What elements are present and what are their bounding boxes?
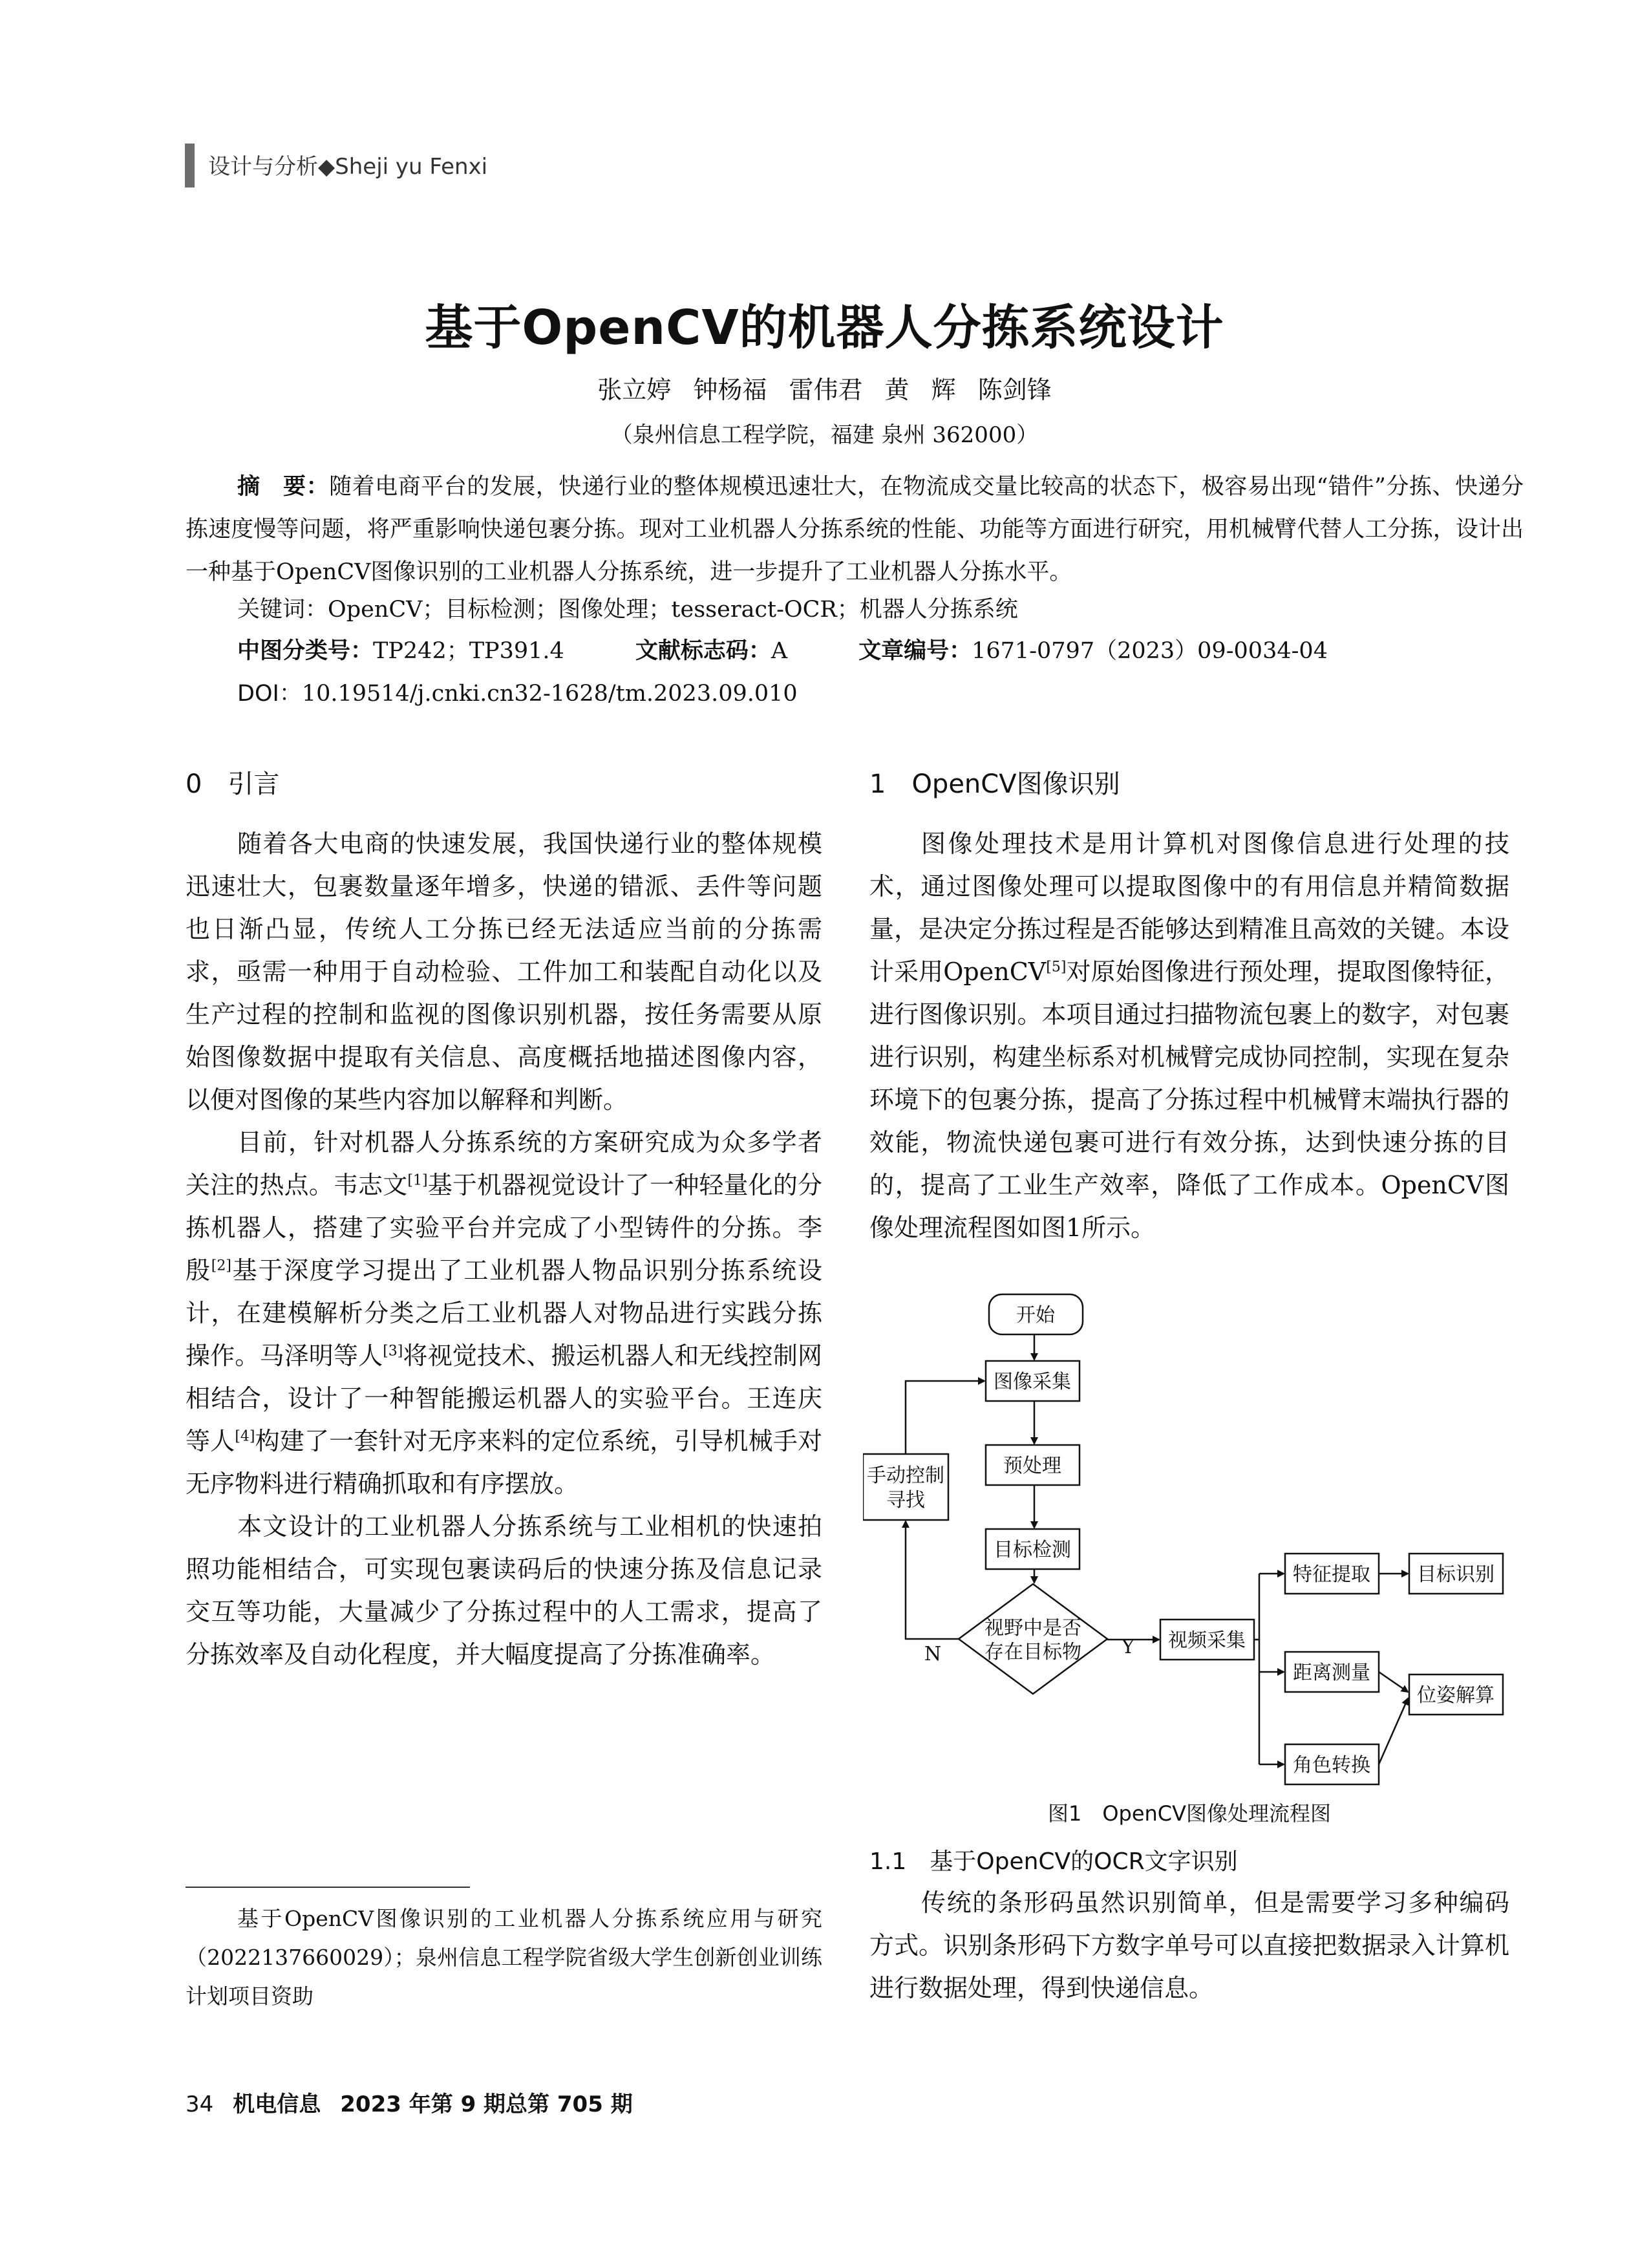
intro-p2-part-b: 基于机器视觉设计了一种轻量化的分拣机器人，搭建了实验平台并完成了小型铸件的分拣。李殷 [186, 1171, 822, 1285]
pose-label: 位姿解算 [1417, 1684, 1495, 1707]
sec1-p1-part-a: 图像处理技术是用计算机对图像信息进行处理的技术，通过图像处理可以提取图像中的有用信息并精简数据量，是决定分拣过程是否能够达到精准且高效的关键。本设计采用OpenCV [869, 829, 1509, 986]
section1-paragraph-1 [869, 822, 1509, 1249]
doc-code-value: A [771, 638, 788, 664]
angle-label: 角色转换 [1293, 1754, 1370, 1777]
clc-label: 中图分类号： [237, 638, 374, 664]
affiliation: （泉州信息工程学院，福建 泉州 362000） [610, 422, 1039, 448]
manual-label-2: 寻找 [886, 1489, 925, 1512]
abstract-label: 摘 要： [237, 474, 330, 500]
footnote: 基于OpenCV图像识别的工业机器人分拣系统应用与研究（2022137660029）；泉州信息工程学院省级大学生创新创业训练计划项目资助 [186, 1906, 822, 2009]
abstract [186, 465, 1524, 594]
figure-caption: 图1 OpenCV图像处理流程图 [1047, 1801, 1332, 1826]
decision-label-1: 视野中是否 [984, 1617, 1081, 1640]
feature-label: 特征提取 [1293, 1563, 1370, 1586]
section-heading-intro: 0 引言 [186, 769, 280, 799]
right-column [869, 763, 1509, 1249]
sec1-p1-part-b: 对原始图像进行预处理，提取图像特征，进行图像识别。本项目通过扫描物流包裹上的数字，对包裹进行识别，构建坐标系对机械臂完成协同控制，实现在复杂环境下的包裹分拣，提高了分拣过程中机械臂末端执行器的效能，物流快递包裹可进行有效分拣，达到快速分拣的目的，提高了工业生产效率，降低了工作成本。OpenCV图像处理流程图如图1所示。 [869, 957, 1509, 1242]
start-label: 开始 [1016, 1304, 1055, 1327]
journal-name: 机电信息 [233, 2091, 321, 2117]
citation-ref: [4] [235, 1428, 255, 1445]
recognize-label: 目标识别 [1417, 1563, 1495, 1586]
intro-p2-part-e: 构建了一套针对无序来料的定位系统，引导机械手对无序物料进行精确抓取和有序摆放。 [186, 1427, 822, 1498]
preprocess-label: 预处理 [1003, 1455, 1061, 1477]
article-no-value: 1671-0797（2023）09-0034-04 [972, 638, 1328, 664]
keywords-text: OpenCV；目标检测；图像处理；tesseract-OCR；机器人分拣系统 [328, 597, 1018, 623]
doi-value: 10.19514/j.cnki.cn32-1628/tm.2023.09.010 [301, 681, 798, 707]
doi-line [237, 672, 1575, 715]
branch-yes-label: Y [1122, 1636, 1134, 1658]
classification-line [237, 630, 1575, 672]
abstract-text: 随着电商平台的发展，快递行业的整体规模迅速壮大，在物流成交量比较高的状态下，极容易出现“错件”分拣、快递分拣速度慢等问题，将严重影响快递包裹分拣。现对工业机器人分拣系统的性能、功能等方面进行研究，用机械臂代替人工分拣，设计出一种基于OpenCV图像识别的工业机器人分拣系统，进一步提升了工业机器人分拣水平。 [186, 474, 1524, 585]
section-heading-1: 1 OpenCV图像识别 [869, 769, 1120, 799]
keywords [237, 588, 1575, 631]
distance-label: 距离测量 [1293, 1662, 1370, 1684]
doi-label: DOI： [237, 681, 302, 707]
author-list: 张立婷 钟杨福 雷伟君 黄 辉 陈剑锋 [597, 376, 1052, 404]
citation-ref: [5] [1046, 959, 1067, 976]
footnote-divider [186, 1887, 470, 1888]
intro-p2-part-a: 目前，针对机器人分拣系统的方案研究成为众多学者关注的热点。韦志文 [186, 1128, 822, 1199]
detect-label: 目标检测 [994, 1539, 1071, 1561]
doc-code-label: 文献标志码： [635, 638, 771, 664]
intro-p2-part-d: 将视觉技术、搬运机器人和无线控制网相结合，设计了一种智能搬运机器人的实验平台。王连庆等人 [186, 1342, 822, 1455]
citation-ref: [1] [407, 1172, 428, 1189]
paper-title: 基于OpenCV的机器人分拣系统设计 [425, 300, 1224, 356]
page-number: 34 [186, 2091, 214, 2117]
citation-ref: [2] [211, 1257, 231, 1274]
manual-label-1: 手动控制 [867, 1464, 944, 1487]
video-label: 视频采集 [1168, 1629, 1246, 1652]
intro-paragraph-3: 本文设计的工业机器人分拣系统与工业相机的快速拍照功能相结合，可实现包裹读码后的快速分拣及信息记录交互等功能，大量减少了分拣过程中的人工需求，提高了分拣效率及自动化程度，并大幅度提高了分拣准确率。 [186, 1512, 822, 1669]
article-no-label: 文章编号： [858, 638, 972, 664]
flowchart-figure [863, 1283, 1516, 1794]
running-header: 设计与分析◆Sheji yu Fenxi [208, 154, 488, 180]
clc-value: TP242；TP391.4 [373, 638, 564, 664]
subsection-1-1-paragraph: 传统的条形码虽然识别简单，但是需要学习多种编码方式。识别条形码下方数字单号可以直接把数据录入计算机进行数据处理，得到快递信息。 [869, 1888, 1509, 2002]
keywords-label: 关键词： [237, 597, 328, 623]
header-bar [185, 144, 195, 187]
left-column [186, 763, 822, 1676]
subsection-heading-1-1: 1.1 基于OpenCV的OCR文字识别 [869, 1848, 1238, 1875]
intro-paragraph-1: 随着各大电商的快速发展，我国快递行业的整体规模迅速壮大，包裹数量逐年增多，快递的错派、丢件等问题也日渐凸显，传统人工分拣已经无法适应当前的分拣需求，亟需一种用于自动检验、工件加工和装配自动化以及生产过程的控制和监视的图像识别机器，按任务需要从原始图像数据中提取有关信息、高度概括地描述图像内容，以便对图像的某些内容加以解释和判断。 [186, 829, 822, 1114]
intro-paragraph-2 [186, 1121, 822, 1505]
page-footer [186, 2086, 633, 2118]
branch-no-label: N [924, 1643, 942, 1665]
journal-issue: 2023 年第 9 期总第 705 期 [340, 2091, 633, 2117]
capture-label: 图像采集 [994, 1371, 1071, 1393]
decision-label-2: 存在目标物 [984, 1641, 1081, 1664]
citation-ref: [3] [383, 1343, 403, 1360]
intro-p2-part-c: 基于深度学习提出了工业机器人物品识别分拣系统设计，在建模解析分类之后工业机器人对物品进行实践分拣操作。马泽明等人 [186, 1256, 822, 1370]
right-column-lower [869, 1836, 1509, 2009]
